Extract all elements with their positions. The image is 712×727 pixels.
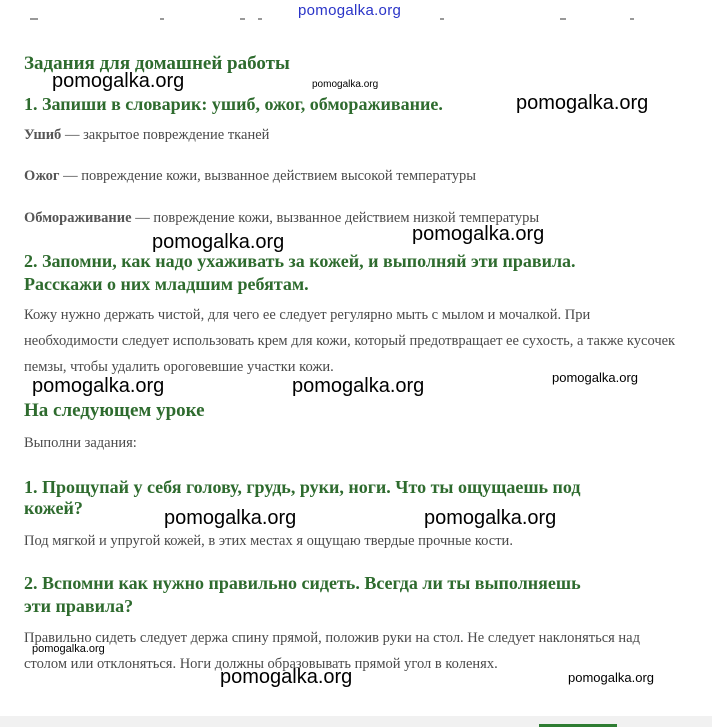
watermark: pomogalka.org bbox=[32, 643, 105, 655]
definition-text: — повреждение кожи, вызванное действием низкой температуры bbox=[131, 210, 540, 226]
watermark: pomogalka.org bbox=[424, 507, 557, 529]
watermark: pomogalka.org bbox=[412, 223, 545, 245]
definition-frostbite bbox=[24, 205, 684, 231]
next-question-2-line-2: эти правила? bbox=[24, 596, 134, 616]
watermark: pomogalka.org bbox=[516, 92, 649, 114]
next-question-2-answer: Правильно сидеть следует держа спину прямой, положив руки на стол. Не следует наклоняться над столом или отклоняться. Ноги должны образовывать прямой угол в коленях. bbox=[24, 630, 640, 672]
watermark: pomogalka.org bbox=[552, 370, 638, 385]
watermark: pomogalka.org bbox=[152, 231, 285, 253]
term: Ушиб bbox=[24, 127, 62, 143]
next-question-1-line-1: 1. Прощупай у себя голову, грудь, руки, ноги. Что ты ощущаешь под bbox=[24, 477, 581, 497]
definition-bruise bbox=[24, 122, 684, 148]
question-2-line-1: 2. Запомни, как надо ухаживать за кожей, и выполняй эти правила. bbox=[24, 251, 576, 271]
question-2-line-2: Расскажи о них младшим ребятам. bbox=[24, 274, 309, 294]
watermark: pomogalka.org bbox=[568, 670, 654, 685]
watermark: pomogalka.org bbox=[32, 375, 165, 397]
homework-heading: Задания для домашней работы bbox=[24, 53, 290, 74]
watermark: pomogalka.org bbox=[164, 507, 297, 529]
term: Обмораживание bbox=[24, 210, 132, 226]
next-question-2-line-1: 2. Вспомни как нужно правильно сидеть. Всегда ли ты выполняешь bbox=[24, 573, 581, 593]
term: Ожог bbox=[24, 168, 60, 184]
definition-text: — закрытое повреждение тканей bbox=[61, 127, 270, 143]
watermark: pomogalka.org bbox=[312, 79, 379, 90]
next-question-1-answer: Под мягкой и упругой кожей, в этих местах я ощущаю твердые прочные кости. bbox=[24, 533, 513, 549]
watermark: pomogalka.org bbox=[292, 375, 425, 397]
top-watermark: pomogalka.org bbox=[298, 2, 402, 19]
watermark: pomogalka.org bbox=[52, 70, 185, 92]
definition-text: — повреждение кожи, вызванное действием высокой температуры bbox=[59, 168, 477, 184]
definition-burn bbox=[24, 163, 684, 189]
watermark: pomogalka.org bbox=[220, 666, 353, 688]
question-2-answer: Кожу нужно держать чистой, для чего ее следует регулярно мыть с мылом и мочалкой. При необходимости следует использовать крем для кожи, который предотвращает ее сухость, а также кусочек пемзы, чтобы удалить ороговевшие участки кожи. bbox=[24, 307, 676, 375]
next-question-1-line-2: кожей? bbox=[24, 498, 83, 518]
next-lesson-heading: На следующем уроке bbox=[24, 400, 205, 421]
next-lesson-intro: Выполни задания: bbox=[24, 435, 137, 451]
question-1: 1. Запиши в словарик: ушиб, ожог, обмораживание. bbox=[24, 94, 443, 114]
